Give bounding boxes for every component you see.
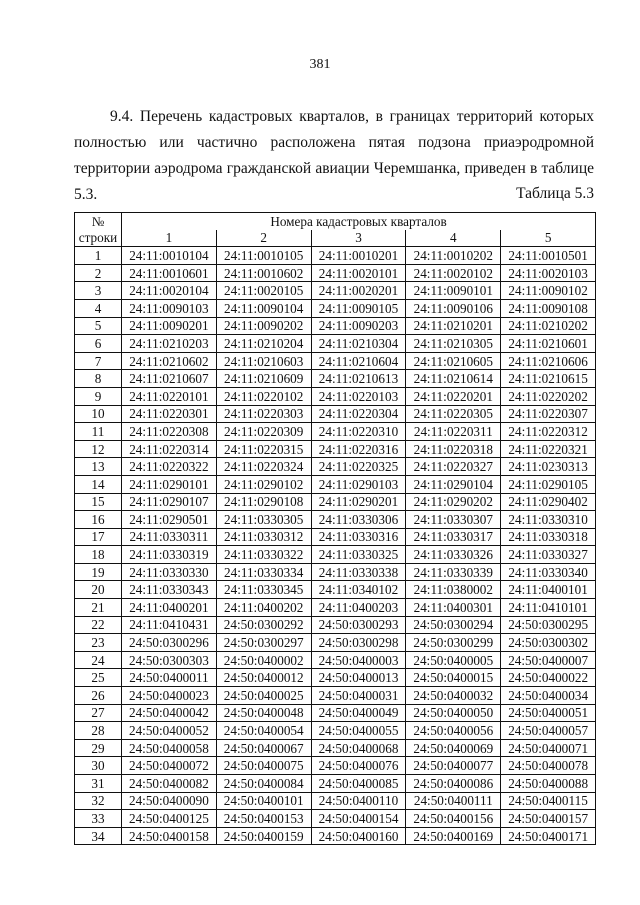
- row-number-cell: 7: [75, 352, 122, 370]
- cadastral-number-cell: 24:50:0400007: [501, 651, 596, 669]
- cadastral-number-cell: 24:11:0230313: [501, 458, 596, 476]
- cadastral-number-cell: 24:50:0400056: [406, 722, 501, 740]
- cadastral-number-cell: 24:50:0400159: [216, 827, 311, 845]
- row-number-cell: 5: [75, 317, 122, 335]
- table-caption: Таблица 5.3: [516, 185, 594, 202]
- cadastral-number-cell: 24:11:0220321: [501, 440, 596, 458]
- section-paragraph: 9.4. Перечень кадастровых кварталов, в границах территорий которых полностью или частично расположена пятая подзона приаэродромной территории аэродрома гражданской авиации Черемшанка, приведен в таблице 5.3.: [74, 108, 594, 203]
- row-number-cell: 6: [75, 335, 122, 353]
- cadastral-number-cell: 24:50:0400002: [216, 651, 311, 669]
- table-row: [75, 299, 596, 317]
- row-number-cell: 9: [75, 387, 122, 405]
- cadastral-number-cell: 24:11:0220322: [122, 458, 217, 476]
- cadastral-number-cell: 24:11:0330310: [501, 511, 596, 529]
- cadastral-number-cell: 24:11:0220301: [122, 405, 217, 423]
- cadastral-number-cell: 24:11:0290108: [216, 493, 311, 511]
- cadastral-number-cell: 24:50:0300293: [311, 616, 406, 634]
- cadastral-number-cell: 24:11:0340102: [311, 581, 406, 599]
- cadastral-number-cell: 24:11:0220202: [501, 387, 596, 405]
- cadastral-number-cell: 24:11:0330316: [311, 528, 406, 546]
- row-number-cell: 29: [75, 739, 122, 757]
- cadastral-number-cell: 24:11:0290402: [501, 493, 596, 511]
- cadastral-number-cell: 24:11:0290107: [122, 493, 217, 511]
- cadastral-number-cell: 24:11:0330325: [311, 546, 406, 564]
- row-number-cell: 24: [75, 651, 122, 669]
- cadastral-number-cell: 24:11:0410431: [122, 616, 217, 634]
- cadastral-number-cell: 24:50:0400071: [501, 739, 596, 757]
- cadastral-number-cell: 24:11:0330319: [122, 546, 217, 564]
- cadastral-number-cell: 24:11:0330345: [216, 581, 311, 599]
- cadastral-number-cell: 24:50:0400171: [501, 827, 596, 845]
- cadastral-number-cell: 24:11:0220315: [216, 440, 311, 458]
- column-number-2: 2: [216, 230, 311, 247]
- cadastral-number-cell: 24:11:0220201: [406, 387, 501, 405]
- column-number-4: 4: [406, 230, 501, 247]
- cadastral-number-cell: 24:11:0020101: [311, 264, 406, 282]
- cadastral-number-cell: 24:50:0400054: [216, 722, 311, 740]
- table-row: [75, 616, 596, 634]
- cadastral-number-cell: 24:50:0400057: [501, 722, 596, 740]
- row-number-cell: 15: [75, 493, 122, 511]
- row-number-cell: 28: [75, 722, 122, 740]
- cadastral-number-cell: 24:11:0220305: [406, 405, 501, 423]
- cadastral-number-cell: 24:11:0210604: [311, 352, 406, 370]
- cadastral-number-cell: 24:50:0400013: [311, 669, 406, 687]
- cadastral-number-cell: 24:11:0210202: [501, 317, 596, 335]
- cadastral-number-cell: 24:11:0210204: [216, 335, 311, 353]
- cadastral-number-cell: 24:50:0400031: [311, 687, 406, 705]
- table-row: [75, 493, 596, 511]
- cadastral-number-cell: 24:11:0090201: [122, 317, 217, 335]
- table-row: [75, 775, 596, 793]
- cadastral-number-cell: 24:50:0400025: [216, 687, 311, 705]
- row-number-cell: 1: [75, 247, 122, 265]
- row-number-cell: 18: [75, 546, 122, 564]
- row-number-header-top: №: [75, 213, 122, 230]
- cadastral-number-cell: 24:11:0400203: [311, 599, 406, 617]
- cadastral-number-cell: 24:11:0290103: [311, 475, 406, 493]
- cadastral-number-cell: 24:11:0380002: [406, 581, 501, 599]
- cadastral-number-cell: 24:50:0400068: [311, 739, 406, 757]
- cadastral-number-cell: 24:50:0400022: [501, 669, 596, 687]
- cadastral-number-cell: 24:11:0010201: [311, 247, 406, 265]
- cadastral-number-cell: 24:50:0400086: [406, 775, 501, 793]
- table-row: [75, 722, 596, 740]
- cadastral-number-cell: 24:11:0220318: [406, 440, 501, 458]
- cadastral-number-cell: 24:11:0220303: [216, 405, 311, 423]
- cadastral-number-cell: 24:11:0290104: [406, 475, 501, 493]
- row-number-cell: 16: [75, 511, 122, 529]
- row-number-cell: 8: [75, 370, 122, 388]
- table-row: [75, 264, 596, 282]
- row-number-cell: 12: [75, 440, 122, 458]
- row-number-cell: 20: [75, 581, 122, 599]
- cadastral-number-cell: 24:11:0090102: [501, 282, 596, 300]
- cadastral-number-cell: 24:50:0400169: [406, 827, 501, 845]
- table-row: [75, 528, 596, 546]
- cadastral-number-cell: 24:11:0330326: [406, 546, 501, 564]
- table-row: [75, 757, 596, 775]
- cadastral-number-cell: 24:11:0210203: [122, 335, 217, 353]
- row-number-cell: 31: [75, 775, 122, 793]
- cadastral-number-cell: 24:50:0400077: [406, 757, 501, 775]
- cadastral-number-cell: 24:50:0400084: [216, 775, 311, 793]
- cadastral-number-cell: 24:11:0020102: [406, 264, 501, 282]
- table-row: [75, 810, 596, 828]
- cadastral-number-cell: 24:11:0330307: [406, 511, 501, 529]
- table-row: [75, 317, 596, 335]
- table-row: [75, 458, 596, 476]
- cadastral-number-cell: 24:11:0290501: [122, 511, 217, 529]
- cadastral-number-cell: 24:50:0400156: [406, 810, 501, 828]
- table-row: [75, 352, 596, 370]
- cadastral-number-cell: 24:11:0210605: [406, 352, 501, 370]
- table-row: [75, 546, 596, 564]
- table-row: [75, 581, 596, 599]
- cadastral-number-cell: 24:11:0210613: [311, 370, 406, 388]
- cadastral-number-cell: 24:11:0330317: [406, 528, 501, 546]
- cadastral-number-cell: 24:11:0010104: [122, 247, 217, 265]
- cadastral-number-cell: 24:11:0010501: [501, 247, 596, 265]
- cadastral-number-cell: 24:50:0400055: [311, 722, 406, 740]
- cadastral-number-cell: 24:50:0300292: [216, 616, 311, 634]
- cadastral-number-cell: 24:11:0210609: [216, 370, 311, 388]
- table-row: [75, 405, 596, 423]
- row-number-cell: 21: [75, 599, 122, 617]
- cadastral-number-cell: 24:11:0330340: [501, 563, 596, 581]
- cadastral-number-cell: 24:11:0010202: [406, 247, 501, 265]
- table-row: [75, 511, 596, 529]
- cadastral-number-cell: 24:50:0400085: [311, 775, 406, 793]
- cadastral-number-cell: 24:50:0400052: [122, 722, 217, 740]
- cadastral-numbers-header: Номера кадастровых кварталов: [122, 213, 596, 230]
- cadastral-number-cell: 24:50:0400067: [216, 739, 311, 757]
- cadastral-number-cell: 24:50:0300303: [122, 651, 217, 669]
- cadastral-number-cell: 24:50:0400160: [311, 827, 406, 845]
- cadastral-number-cell: 24:11:0330322: [216, 546, 311, 564]
- cadastral-number-cell: 24:50:0400115: [501, 792, 596, 810]
- cadastral-number-cell: 24:11:0090104: [216, 299, 311, 317]
- cadastral-number-cell: 24:11:0090108: [501, 299, 596, 317]
- cadastral-number-cell: 24:11:0400202: [216, 599, 311, 617]
- cadastral-number-cell: 24:50:0400048: [216, 704, 311, 722]
- cadastral-number-cell: 24:11:0330338: [311, 563, 406, 581]
- table-row: [75, 634, 596, 652]
- cadastral-number-cell: 24:11:0010602: [216, 264, 311, 282]
- cadastral-number-cell: 24:50:0400042: [122, 704, 217, 722]
- cadastral-number-cell: 24:11:0290102: [216, 475, 311, 493]
- cadastral-number-cell: 24:11:0330311: [122, 528, 217, 546]
- cadastral-number-cell: 24:50:0400051: [501, 704, 596, 722]
- cadastral-number-cell: 24:11:0210602: [122, 352, 217, 370]
- column-number-5: 5: [501, 230, 596, 247]
- table-row: [75, 651, 596, 669]
- cadastral-number-cell: 24:50:0400032: [406, 687, 501, 705]
- cadastral-number-cell: 24:11:0090203: [311, 317, 406, 335]
- cadastral-number-cell: 24:50:0400078: [501, 757, 596, 775]
- cadastral-number-cell: 24:50:0400075: [216, 757, 311, 775]
- row-number-cell: 23: [75, 634, 122, 652]
- row-number-header-bottom: строки: [75, 230, 122, 247]
- row-number-cell: 14: [75, 475, 122, 493]
- table-row: [75, 792, 596, 810]
- cadastral-number-cell: 24:50:0400125: [122, 810, 217, 828]
- cadastral-number-cell: 24:11:0210601: [501, 335, 596, 353]
- cadastral-number-cell: 24:50:0300302: [501, 634, 596, 652]
- row-number-cell: 3: [75, 282, 122, 300]
- cadastral-number-cell: 24:50:0400090: [122, 792, 217, 810]
- table-row: [75, 282, 596, 300]
- cadastral-number-cell: 24:11:0330312: [216, 528, 311, 546]
- cadastral-number-cell: 24:50:0400072: [122, 757, 217, 775]
- row-number-cell: 17: [75, 528, 122, 546]
- cadastral-number-cell: 24:11:0220316: [311, 440, 406, 458]
- cadastral-number-cell: 24:11:0220308: [122, 423, 217, 441]
- cadastral-number-cell: 24:50:0400069: [406, 739, 501, 757]
- cadastral-number-cell: 24:11:0330343: [122, 581, 217, 599]
- cadastral-number-cell: 24:50:0400015: [406, 669, 501, 687]
- cadastral-number-cell: 24:50:0400003: [311, 651, 406, 669]
- cadastral-number-cell: 24:11:0020104: [122, 282, 217, 300]
- row-number-cell: 26: [75, 687, 122, 705]
- cadastral-number-cell: 24:50:0300299: [406, 634, 501, 652]
- cadastral-number-cell: 24:11:0210603: [216, 352, 311, 370]
- row-number-cell: 2: [75, 264, 122, 282]
- cadastral-number-cell: 24:11:0330339: [406, 563, 501, 581]
- cadastral-number-cell: 24:50:0400012: [216, 669, 311, 687]
- cadastral-number-cell: 24:11:0210606: [501, 352, 596, 370]
- table-row: [75, 687, 596, 705]
- cadastral-number-cell: 24:50:0400005: [406, 651, 501, 669]
- row-number-cell: 34: [75, 827, 122, 845]
- cadastral-number-cell: 24:11:0220325: [311, 458, 406, 476]
- cadastral-number-cell: 24:11:0210615: [501, 370, 596, 388]
- column-number-1: 1: [122, 230, 217, 247]
- table-row: [75, 563, 596, 581]
- cadastral-number-cell: 24:11:0330330: [122, 563, 217, 581]
- cadastral-number-cell: 24:50:0400088: [501, 775, 596, 793]
- cadastral-number-cell: 24:11:0010105: [216, 247, 311, 265]
- cadastral-quarters-table: [74, 212, 596, 845]
- row-number-cell: 22: [75, 616, 122, 634]
- row-number-cell: 32: [75, 792, 122, 810]
- row-number-cell: 10: [75, 405, 122, 423]
- cadastral-number-cell: 24:11:0400301: [406, 599, 501, 617]
- cadastral-number-cell: 24:11:0220324: [216, 458, 311, 476]
- cadastral-number-cell: 24:11:0220102: [216, 387, 311, 405]
- cadastral-number-cell: 24:11:0020103: [501, 264, 596, 282]
- cadastral-number-cell: 24:11:0330334: [216, 563, 311, 581]
- cadastral-number-cell: 24:50:0300294: [406, 616, 501, 634]
- row-number-cell: 27: [75, 704, 122, 722]
- cadastral-number-cell: 24:50:0300296: [122, 634, 217, 652]
- cadastral-number-cell: 24:50:0400154: [311, 810, 406, 828]
- cadastral-number-cell: 24:50:0400110: [311, 792, 406, 810]
- cadastral-number-cell: 24:11:0330306: [311, 511, 406, 529]
- cadastral-number-cell: 24:50:0300297: [216, 634, 311, 652]
- cadastral-number-cell: 24:11:0220101: [122, 387, 217, 405]
- row-number-cell: 19: [75, 563, 122, 581]
- table-row: [75, 423, 596, 441]
- cadastral-number-cell: 24:11:0220307: [501, 405, 596, 423]
- table-row: [75, 247, 596, 265]
- table-row: [75, 599, 596, 617]
- cadastral-number-cell: 24:11:0090103: [122, 299, 217, 317]
- cadastral-number-cell: 24:50:0400157: [501, 810, 596, 828]
- cadastral-number-cell: 24:11:0400101: [501, 581, 596, 599]
- cadastral-number-cell: 24:50:0400049: [311, 704, 406, 722]
- cadastral-number-cell: 24:50:0400082: [122, 775, 217, 793]
- cadastral-number-cell: 24:11:0210614: [406, 370, 501, 388]
- cadastral-number-cell: 24:11:0290201: [311, 493, 406, 511]
- cadastral-number-cell: 24:11:0220309: [216, 423, 311, 441]
- cadastral-number-cell: 24:11:0220310: [311, 423, 406, 441]
- cadastral-number-cell: 24:50:0400050: [406, 704, 501, 722]
- row-number-cell: 13: [75, 458, 122, 476]
- cadastral-number-cell: 24:50:0400158: [122, 827, 217, 845]
- cadastral-number-cell: 24:11:0210607: [122, 370, 217, 388]
- table-row: [75, 387, 596, 405]
- cadastral-number-cell: 24:11:0220327: [406, 458, 501, 476]
- cadastral-number-cell: 24:50:0400111: [406, 792, 501, 810]
- row-number-cell: 11: [75, 423, 122, 441]
- cadastral-number-cell: 24:11:0220103: [311, 387, 406, 405]
- row-number-cell: 4: [75, 299, 122, 317]
- cadastral-number-cell: 24:11:0400201: [122, 599, 217, 617]
- row-number-cell: 33: [75, 810, 122, 828]
- cadastral-number-cell: 24:11:0020105: [216, 282, 311, 300]
- column-number-3: 3: [311, 230, 406, 247]
- table-body: [75, 247, 596, 845]
- table-row: [75, 669, 596, 687]
- table-row: [75, 704, 596, 722]
- cadastral-number-cell: 24:50:0400153: [216, 810, 311, 828]
- cadastral-number-cell: 24:11:0290202: [406, 493, 501, 511]
- cadastral-number-cell: 24:11:0210305: [406, 335, 501, 353]
- cadastral-number-cell: 24:11:0220304: [311, 405, 406, 423]
- cadastral-number-cell: 24:11:0330318: [501, 528, 596, 546]
- row-number-cell: 25: [75, 669, 122, 687]
- cadastral-number-cell: 24:11:0220314: [122, 440, 217, 458]
- cadastral-number-cell: 24:11:0290101: [122, 475, 217, 493]
- cadastral-number-cell: 24:50:0400034: [501, 687, 596, 705]
- table-row: [75, 440, 596, 458]
- cadastral-number-cell: 24:11:0290105: [501, 475, 596, 493]
- table-row: [75, 739, 596, 757]
- cadastral-number-cell: 24:11:0010601: [122, 264, 217, 282]
- cadastral-number-cell: 24:11:0090105: [311, 299, 406, 317]
- table-row: [75, 335, 596, 353]
- row-number-cell: 30: [75, 757, 122, 775]
- cadastral-number-cell: 24:11:0330305: [216, 511, 311, 529]
- cadastral-number-cell: 24:11:0090106: [406, 299, 501, 317]
- cadastral-number-cell: 24:50:0400011: [122, 669, 217, 687]
- cadastral-number-cell: 24:50:0300295: [501, 616, 596, 634]
- table-row: [75, 475, 596, 493]
- cadastral-number-cell: 24:11:0210201: [406, 317, 501, 335]
- cadastral-number-cell: 24:11:0330327: [501, 546, 596, 564]
- cadastral-number-cell: 24:11:0020201: [311, 282, 406, 300]
- cadastral-number-cell: 24:11:0220311: [406, 423, 501, 441]
- cadastral-number-cell: 24:50:0400076: [311, 757, 406, 775]
- cadastral-number-cell: 24:50:0400058: [122, 739, 217, 757]
- table-row: [75, 827, 596, 845]
- cadastral-number-cell: 24:11:0210304: [311, 335, 406, 353]
- page-number: 381: [309, 57, 331, 72]
- cadastral-number-cell: 24:11:0090101: [406, 282, 501, 300]
- cadastral-number-cell: 24:50:0400023: [122, 687, 217, 705]
- table-row: [75, 370, 596, 388]
- cadastral-number-cell: 24:11:0220312: [501, 423, 596, 441]
- cadastral-number-cell: 24:11:0410101: [501, 599, 596, 617]
- cadastral-number-cell: 24:50:0300298: [311, 634, 406, 652]
- cadastral-number-cell: 24:11:0090202: [216, 317, 311, 335]
- cadastral-number-cell: 24:50:0400101: [216, 792, 311, 810]
